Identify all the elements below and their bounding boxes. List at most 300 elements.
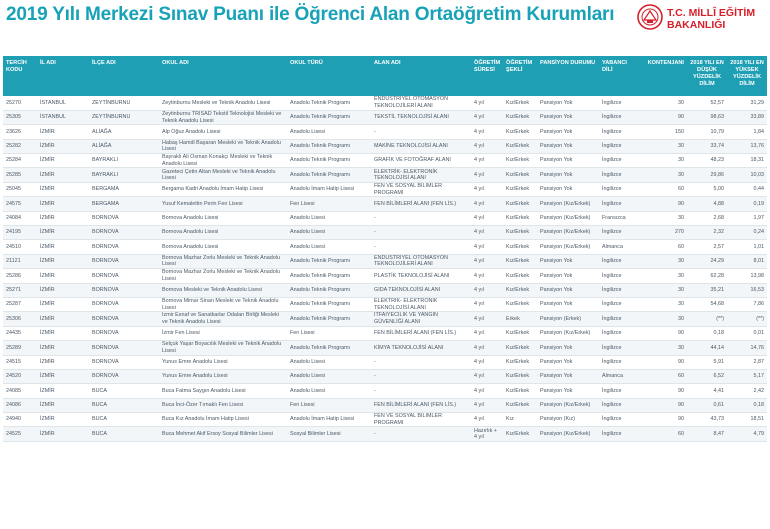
cell-sekil: Kız/Erkek: [503, 355, 537, 369]
ministry-name-line2: BAKANLIĞI: [667, 19, 726, 31]
cell-sure: 4 yıl: [471, 326, 503, 340]
table-row[interactable]: [3, 168, 767, 182]
cell-sure: 4 yıl: [471, 413, 503, 427]
cell-kontenjan: 90: [637, 384, 687, 398]
cell-yuksek: 13,76: [727, 139, 767, 153]
cell-okul: İzmir Esnaf ve Sanatkarlar Odaları Birliği Mesleki ve Teknik Anadolu Lisesi: [159, 312, 287, 326]
cell-il: İZMİR: [37, 125, 89, 139]
cell-sure: 4 yıl: [471, 240, 503, 254]
cell-tur: Anadolu Teknik Programı: [287, 341, 371, 355]
cell-okul: Buca Mehmet Akif Ersoy Sosyal Bilimler Lisesi: [159, 427, 287, 441]
cell-kod: 25271: [3, 283, 37, 297]
col-header-pansiyon[interactable]: PANSİYON DURUMU: [537, 56, 599, 96]
cell-pansiyon: Pansiyon Yok: [537, 139, 599, 153]
table-row[interactable]: [3, 125, 767, 139]
cell-dil: Almanca: [599, 369, 637, 383]
cell-kontenjan: 30: [637, 139, 687, 153]
cell-alan: MAKİNE TEKNOLOJİSİ ALANI: [371, 139, 471, 153]
cell-sure: 4 yıl: [471, 139, 503, 153]
cell-kontenjan: 30: [637, 96, 687, 110]
cell-kod: 25289: [3, 341, 37, 355]
cell-ilce: ZEYTİNBURNU: [89, 96, 159, 110]
table-row[interactable]: [3, 369, 767, 383]
cell-alan: FEN BİLİMLERİ ALANI (FEN LİS.): [371, 197, 471, 211]
cell-pansiyon: Pansiyon (Kız/Erkek): [537, 427, 599, 441]
cell-ilce: BUCA: [89, 413, 159, 427]
cell-dusuk: 5,91: [687, 355, 727, 369]
cell-ilce: BORNOVA: [89, 341, 159, 355]
cell-tur: Anadolu Teknik Programı: [287, 297, 371, 311]
cell-sure: 4 yıl: [471, 312, 503, 326]
cell-ilce: ALİAĞA: [89, 125, 159, 139]
cell-dil: İngilizce: [599, 283, 637, 297]
col-header-ilce[interactable]: İLÇE ADI: [89, 56, 159, 96]
cell-alan: ELEKTRİK- ELEKTRONİK TEKNOLOJİSİ ALANI: [371, 168, 471, 182]
cell-pansiyon: Pansiyon Yok: [537, 369, 599, 383]
table-row[interactable]: [3, 254, 767, 268]
cell-dil: İngilizce: [599, 297, 637, 311]
cell-dil: İngilizce: [599, 168, 637, 182]
ministry-name-line1: T.C. MİLLÎ EĞİTİM: [667, 7, 756, 19]
cell-kod: 25045: [3, 182, 37, 196]
cell-pansiyon: Pansiyon Yok: [537, 182, 599, 196]
cell-sekil: Kız/Erkek: [503, 139, 537, 153]
cell-sekil: Kız/Erkek: [503, 240, 537, 254]
cell-dil: İngilizce: [599, 341, 637, 355]
cell-kontenjan: 90: [637, 398, 687, 412]
table-row[interactable]: [3, 197, 767, 211]
cell-yuksek: 18,31: [727, 154, 767, 168]
table-row[interactable]: [3, 269, 767, 283]
cell-ilce: BORNOVA: [89, 211, 159, 225]
cell-sure: 4 yıl: [471, 168, 503, 182]
cell-il: İZMİR: [37, 197, 89, 211]
cell-kod: 24940: [3, 413, 37, 427]
table-row[interactable]: [3, 182, 767, 196]
table-row[interactable]: [3, 413, 767, 427]
cell-tur: Anadolu Teknik Programı: [287, 96, 371, 110]
ministry-emblem-icon: [635, 2, 665, 36]
cell-pansiyon: Pansiyon (Kız/Erkek): [537, 211, 599, 225]
cell-yuksek: 5,17: [727, 369, 767, 383]
cell-kontenjan: 30: [637, 254, 687, 268]
cell-kod: 24086: [3, 398, 37, 412]
cell-yuksek: 1,84: [727, 125, 767, 139]
cell-dil: Fransızca: [599, 211, 637, 225]
cell-tur: Anadolu Lisesi: [287, 355, 371, 369]
col-header-tur[interactable]: OKUL TÜRÜ: [287, 56, 371, 96]
cell-tur: Anadolu Lisesi: [287, 226, 371, 240]
cell-sure: 4 yıl: [471, 384, 503, 398]
col-header-okul[interactable]: OKUL ADI: [159, 56, 287, 96]
cell-dusuk: 33,74: [687, 139, 727, 153]
cell-kontenjan: 90: [637, 413, 687, 427]
cell-alan: İTFAİYECİLİK VE YANGIN GÜVENLİĞİ ALANI: [371, 312, 471, 326]
table-row[interactable]: [3, 297, 767, 311]
cell-dil: İngilizce: [599, 182, 637, 196]
table-row[interactable]: [3, 139, 767, 153]
cell-dil: İngilizce: [599, 269, 637, 283]
cell-kontenjan: 60: [637, 240, 687, 254]
cell-alan: -: [371, 427, 471, 441]
cell-okul: Bornova Mesleki ve Teknik Anadolu Lisesi: [159, 283, 287, 297]
cell-il: İZMİR: [37, 182, 89, 196]
cell-sure: 4 yıl: [471, 197, 503, 211]
cell-il: İZMİR: [37, 139, 89, 153]
cell-pansiyon: Pansiyon (Kız/Erkek): [537, 226, 599, 240]
cell-pansiyon: Pansiyon Yok: [537, 96, 599, 110]
cell-dusuk: 29,86: [687, 168, 727, 182]
cell-kod: 25284: [3, 154, 37, 168]
col-header-dusuk[interactable]: 2018 YILI EN DÜŞÜK YÜZDELİK DİLİM: [687, 56, 727, 96]
cell-kontenjan: 30: [637, 168, 687, 182]
cell-pansiyon: Pansiyon Yok: [537, 384, 599, 398]
cell-okul: İzmir Fen Lisesi: [159, 326, 287, 340]
cell-okul: Selçuk Yaşar Boyacılık Mesleki ve Teknik Anadolu Lisesi: [159, 341, 287, 355]
cell-kod: 24435: [3, 326, 37, 340]
cell-ilce: BORNOVA: [89, 297, 159, 311]
cell-il: İZMİR: [37, 341, 89, 355]
cell-il: İZMİR: [37, 413, 89, 427]
cell-tur: Anadolu İmam Hatip Lisesi: [287, 413, 371, 427]
cell-sekil: Kız/Erkek: [503, 283, 537, 297]
cell-sure: Hazırlık + 4 yıl: [471, 427, 503, 441]
cell-sure: 4 yıl: [471, 398, 503, 412]
cell-ilce: BORNOVA: [89, 226, 159, 240]
cell-pansiyon: Pansiyon Yok: [537, 110, 599, 124]
cell-sekil: Kız/Erkek: [503, 297, 537, 311]
cell-alan: -: [371, 211, 471, 225]
cell-il: İZMİR: [37, 369, 89, 383]
cell-il: İZMİR: [37, 154, 89, 168]
cell-sure: 4 yıl: [471, 369, 503, 383]
cell-alan: KİMYA TEKNOLOJİSİ ALANI: [371, 341, 471, 355]
cell-ilce: BORNOVA: [89, 312, 159, 326]
cell-kontenjan: 90: [637, 326, 687, 340]
cell-dusuk: 62,28: [687, 269, 727, 283]
cell-yuksek: 18,51: [727, 413, 767, 427]
cell-tur: Sosyal Bilimler Lisesi: [287, 427, 371, 441]
cell-pansiyon: Pansiyon Yok: [537, 254, 599, 268]
table-row[interactable]: [3, 283, 767, 297]
cell-tur: Anadolu Teknik Programı: [287, 139, 371, 153]
cell-kod: 25305: [3, 110, 37, 124]
cell-dusuk: (**): [687, 312, 727, 326]
col-header-yuksek[interactable]: 2018 YILI EN YÜKSEK YÜZDELİK DİLİM: [727, 56, 767, 96]
cell-tur: Anadolu Teknik Programı: [287, 312, 371, 326]
cell-ilce: BORNOVA: [89, 269, 159, 283]
cell-sure: 4 yıl: [471, 355, 503, 369]
cell-alan: FEN BİLİMLERİ ALANI (FEN LİS.): [371, 398, 471, 412]
cell-okul: Yunus Emre Anadolu Lisesi: [159, 355, 287, 369]
cell-yuksek: 4,79: [727, 427, 767, 441]
cell-alan: ENDÜSTRİYEL OTOMASYON TEKNOLOJİLERİ ALANI: [371, 96, 471, 110]
col-header-alan[interactable]: ALAN ADI: [371, 56, 471, 96]
cell-sure: 4 yıl: [471, 125, 503, 139]
cell-tur: Anadolu İmam Hatip Lisesi: [287, 182, 371, 196]
cell-sekil: Kız/Erkek: [503, 254, 537, 268]
cell-sekil: Kız: [503, 413, 537, 427]
cell-sekil: Kız/Erkek: [503, 369, 537, 383]
cell-dil: İngilizce: [599, 254, 637, 268]
cell-pansiyon: Pansiyon Yok: [537, 125, 599, 139]
cell-pansiyon: Pansiyon (Kız/Erkek): [537, 240, 599, 254]
col-header-sure[interactable]: ÖĞRETİM SÜRESİ: [471, 56, 503, 96]
cell-dusuk: 52,57: [687, 96, 727, 110]
cell-dil: İngilizce: [599, 197, 637, 211]
cell-sekil: Kız/Erkek: [503, 168, 537, 182]
cell-sekil: Kız/Erkek: [503, 182, 537, 196]
cell-pansiyon: Pansiyon (Kız): [537, 413, 599, 427]
table-row[interactable]: [3, 341, 767, 355]
cell-dusuk: 48,23: [687, 154, 727, 168]
cell-dusuk: 5,00: [687, 182, 727, 196]
cell-sekil: Kız/Erkek: [503, 269, 537, 283]
cell-dusuk: 44,14: [687, 341, 727, 355]
cell-dusuk: 24,29: [687, 254, 727, 268]
cell-dil: İngilizce: [599, 110, 637, 124]
cell-il: İZMİR: [37, 269, 89, 283]
cell-okul: Zeytinburnu Mesleki ve Teknik Anadolu Lisesi: [159, 96, 287, 110]
cell-sekil: Kız/Erkek: [503, 398, 537, 412]
cell-alan: -: [371, 125, 471, 139]
ministry-logo: [635, 2, 765, 36]
cell-alan: -: [371, 369, 471, 383]
col-header-kontenjan[interactable]: KONTENJANI: [637, 56, 687, 96]
schools-table: [3, 56, 767, 442]
cell-tur: Fen Lisesi: [287, 398, 371, 412]
cell-yuksek: 14,76: [727, 341, 767, 355]
cell-alan: ENDÜSTRİYEL OTOMASYON TEKNOLOJİLERİ ALANI: [371, 254, 471, 268]
cell-kontenjan: 60: [637, 182, 687, 196]
cell-sekil: Kız/Erkek: [503, 125, 537, 139]
cell-yuksek: 0,19: [727, 197, 767, 211]
cell-dusuk: 0,61: [687, 398, 727, 412]
cell-kontenjan: 60: [637, 369, 687, 383]
cell-okul: Bergama Kadri Anadolu İmam Hatip Lisesi: [159, 182, 287, 196]
cell-tur: Anadolu Teknik Programı: [287, 283, 371, 297]
cell-pansiyon: Pansiyon Yok: [537, 154, 599, 168]
cell-kod: 25270: [3, 96, 37, 110]
cell-ilce: BORNOVA: [89, 254, 159, 268]
cell-okul: Yunus Emre Anadolu Lisesi: [159, 369, 287, 383]
col-header-sekil[interactable]: ÖĞRETİM ŞEKLİ: [503, 56, 537, 96]
cell-tur: Anadolu Teknik Programı: [287, 254, 371, 268]
table-row[interactable]: [3, 154, 767, 168]
cell-ilce: BORNOVA: [89, 240, 159, 254]
page-title: 2019 Yılı Merkezi Sınav Puanı ile Öğrenci Alan Ortaöğretim Kurumları: [6, 4, 615, 25]
cell-kontenjan: 150: [637, 125, 687, 139]
cell-il: İZMİR: [37, 240, 89, 254]
cell-tur: Anadolu Lisesi: [287, 384, 371, 398]
cell-sure: 4 yıl: [471, 254, 503, 268]
cell-kod: 21121: [3, 254, 37, 268]
cell-dusuk: 0,18: [687, 326, 727, 340]
cell-yuksek: 2,42: [727, 384, 767, 398]
cell-okul: Buca Kız Anadolu İmam Hatip Lisesi: [159, 413, 287, 427]
cell-kontenjan: 30: [637, 341, 687, 355]
cell-sure: 4 yıl: [471, 297, 503, 311]
cell-kontenjan: 90: [637, 197, 687, 211]
table-row[interactable]: [3, 326, 767, 340]
cell-sure: 4 yıl: [471, 211, 503, 225]
cell-dusuk: 2,57: [687, 240, 727, 254]
table-header-row: [3, 56, 767, 96]
cell-ilce: BUCA: [89, 398, 159, 412]
cell-yuksek: 10,03: [727, 168, 767, 182]
table-row[interactable]: [3, 96, 767, 110]
cell-yuksek: 33,89: [727, 110, 767, 124]
table-row[interactable]: [3, 355, 767, 369]
cell-pansiyon: Pansiyon Yok: [537, 297, 599, 311]
cell-okul: Bornova Anadolu Lisesi: [159, 226, 287, 240]
cell-okul: Buca Fatma Saygın Anadolu Lisesi: [159, 384, 287, 398]
cell-kontenjan: 30: [637, 312, 687, 326]
cell-ilce: BUCA: [89, 384, 159, 398]
cell-tur: Fen Lisesi: [287, 197, 371, 211]
cell-tur: Anadolu Teknik Programı: [287, 168, 371, 182]
table-row[interactable]: [3, 240, 767, 254]
col-header-kod[interactable]: TERCİH KODU: [3, 56, 37, 96]
cell-alan: -: [371, 226, 471, 240]
cell-kod: 24520: [3, 369, 37, 383]
cell-okul: Alp Oğuz Anadolu Lisesi: [159, 125, 287, 139]
cell-pansiyon: Pansiyon Yok: [537, 269, 599, 283]
cell-dusuk: 8,47: [687, 427, 727, 441]
cell-kod: 25282: [3, 139, 37, 153]
cell-ilce: BORNOVA: [89, 283, 159, 297]
cell-kontenjan: 60: [637, 427, 687, 441]
cell-il: İZMİR: [37, 283, 89, 297]
cell-kontenjan: 90: [637, 355, 687, 369]
cell-kontenjan: 270: [637, 226, 687, 240]
cell-il: İZMİR: [37, 355, 89, 369]
cell-il: İZMİR: [37, 226, 89, 240]
cell-pansiyon: Pansiyon (Kız/Erkek): [537, 197, 599, 211]
cell-yuksek: 1,01: [727, 240, 767, 254]
cell-okul: Bornova Anadolu Lisesi: [159, 211, 287, 225]
cell-tur: Anadolu Lisesi: [287, 125, 371, 139]
cell-alan: -: [371, 384, 471, 398]
cell-yuksek: 0,24: [727, 226, 767, 240]
cell-sure: 4 yıl: [471, 182, 503, 196]
cell-kod: 24085: [3, 384, 37, 398]
cell-kontenjan: 30: [637, 211, 687, 225]
cell-sure: 4 yıl: [471, 226, 503, 240]
cell-dusuk: 10,79: [687, 125, 727, 139]
cell-dil: İngilizce: [599, 355, 637, 369]
cell-dil: İngilizce: [599, 96, 637, 110]
cell-kod: 24575: [3, 197, 37, 211]
cell-ilce: BERGAMA: [89, 197, 159, 211]
cell-il: İZMİR: [37, 384, 89, 398]
cell-sure: 4 yıl: [471, 110, 503, 124]
cell-alan: ELEKTRİK- ELEKTRONİK TEKNOLOJİSİ ALANI: [371, 297, 471, 311]
cell-dil: İngilizce: [599, 125, 637, 139]
cell-kod: 23626: [3, 125, 37, 139]
cell-yuksek: 16,53: [727, 283, 767, 297]
cell-dusuk: 2,32: [687, 226, 727, 240]
table-row[interactable]: [3, 384, 767, 398]
cell-kontenjan: 30: [637, 297, 687, 311]
cell-dusuk: 4,88: [687, 197, 727, 211]
cell-okul: Bornova Mazhar Zorlu Mesleki ve Teknik Anadolu Lisesi: [159, 254, 287, 268]
cell-dusuk: 98,63: [687, 110, 727, 124]
cell-okul: Bornova Mimar Sinan Mesleki ve Teknik Anadolu Lisesi: [159, 297, 287, 311]
cell-tur: Anadolu Teknik Programı: [287, 110, 371, 124]
cell-sure: 4 yıl: [471, 269, 503, 283]
cell-sure: 4 yıl: [471, 154, 503, 168]
cell-alan: -: [371, 240, 471, 254]
cell-il: İZMİR: [37, 254, 89, 268]
cell-sekil: Kız/Erkek: [503, 197, 537, 211]
cell-kod: 25287: [3, 297, 37, 311]
cell-il: İZMİR: [37, 427, 89, 441]
cell-ilce: BORNOVA: [89, 326, 159, 340]
table-row[interactable]: [3, 398, 767, 412]
ministry-name: [667, 7, 755, 31]
cell-alan: FEN BİLİMLERİ ALANI (FEN LİS.): [371, 326, 471, 340]
table-row[interactable]: [3, 211, 767, 225]
cell-dil: İngilizce: [599, 398, 637, 412]
cell-okul: Bornova Anadolu Lisesi: [159, 240, 287, 254]
cell-alan: PLASTİK TEKNOLOJİSİ ALANI: [371, 269, 471, 283]
cell-il: İZMİR: [37, 398, 89, 412]
cell-yuksek: 0,18: [727, 398, 767, 412]
cell-sekil: Kız/Erkek: [503, 427, 537, 441]
table-row[interactable]: [3, 226, 767, 240]
cell-kod: 24515: [3, 355, 37, 369]
cell-yuksek: (**): [727, 312, 767, 326]
cell-pansiyon: Pansiyon Yok: [537, 168, 599, 182]
cell-alan: GRAFİK VE FOTOĞRAF ALANI: [371, 154, 471, 168]
cell-il: İZMİR: [37, 312, 89, 326]
cell-okul: Bayraklı Ali Osman Konakçı Mesleki ve Teknik Anadolu Lisesi: [159, 154, 287, 168]
cell-dil: İngilizce: [599, 413, 637, 427]
cell-yuksek: 0,01: [727, 326, 767, 340]
cell-ilce: BUCA: [89, 427, 159, 441]
cell-il: İZMİR: [37, 326, 89, 340]
cell-dil: İngilizce: [599, 154, 637, 168]
cell-sure: 4 yıl: [471, 283, 503, 297]
col-header-dil[interactable]: YABANCI DİLİ: [599, 56, 637, 96]
table-row[interactable]: [3, 110, 767, 124]
cell-kod: 25285: [3, 168, 37, 182]
cell-pansiyon: Pansiyon (Kız/Erkek): [537, 398, 599, 412]
table-row[interactable]: [3, 427, 767, 441]
cell-kontenjan: 90: [637, 110, 687, 124]
cell-dil: İngilizce: [599, 226, 637, 240]
cell-dil: İngilizce: [599, 326, 637, 340]
col-header-il[interactable]: İL ADI: [37, 56, 89, 96]
cell-yuksek: 1,97: [727, 211, 767, 225]
cell-okul: Zeytinburnu TRİSAD Tekstil Teknolojisi Mesleki ve Teknik Anadolu Lisesi: [159, 110, 287, 124]
cell-sekil: Kız/Erkek: [503, 226, 537, 240]
cell-sure: 4 yıl: [471, 96, 503, 110]
cell-pansiyon: Pansiyon Yok: [537, 355, 599, 369]
cell-kod: 24510: [3, 240, 37, 254]
cell-okul: Bornova Mazhar Zorlu Mesleki ve Teknik Anadolu Lisesi: [159, 269, 287, 283]
cell-sekil: Kız/Erkek: [503, 211, 537, 225]
cell-sekil: Kız/Erkek: [503, 96, 537, 110]
cell-alan: GIDA TEKNOLOJİSİ ALANI: [371, 283, 471, 297]
cell-yuksek: 31,29: [727, 96, 767, 110]
cell-sekil: Kız/Erkek: [503, 326, 537, 340]
cell-dusuk: 6,52: [687, 369, 727, 383]
table-row[interactable]: [3, 312, 767, 326]
cell-ilce: BORNOVA: [89, 355, 159, 369]
cell-kod: 24084: [3, 211, 37, 225]
